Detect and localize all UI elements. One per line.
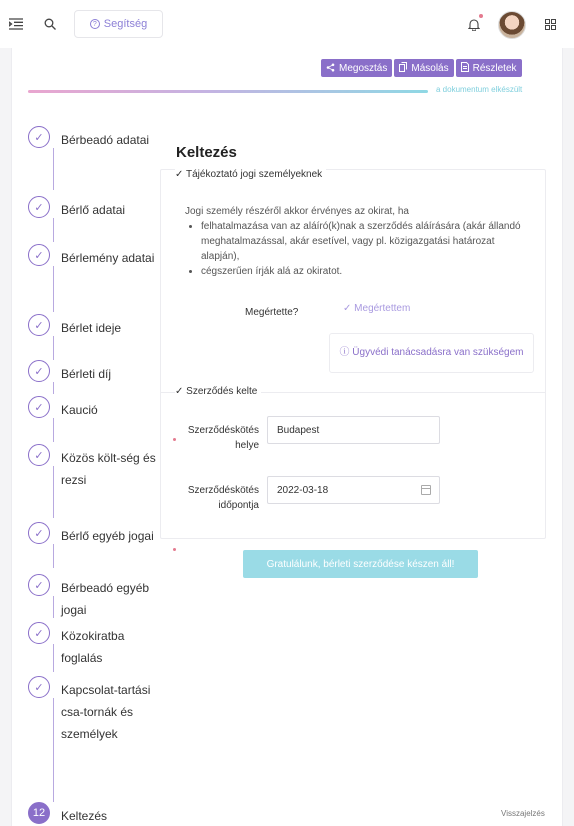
check-icon: ✓ [28,244,50,266]
check-icon: ✓ [175,169,186,180]
step-connector [53,382,54,394]
form-panel [160,169,546,539]
feedback-link[interactable]: Visszajelzés [501,809,545,818]
check-icon: ✓ [175,386,187,397]
main-card [11,48,563,826]
step-number: 12 [28,802,50,824]
details-button[interactable] [456,59,522,77]
top-bar [0,0,574,48]
step-connector [53,266,54,312]
step-connector [53,418,54,442]
copy-button[interactable] [394,59,453,77]
step-connector [53,644,54,672]
check-icon: ✓ [343,303,355,314]
check-icon: ✓ [28,126,50,148]
step-label: Bérlő egyéb jogai [61,529,154,543]
check-icon: ✓ [28,622,50,644]
page-title: Keltezés [176,144,237,161]
check-icon: ✓ [28,574,50,596]
step-label: Kapcsolat-tartási csa-tornák és személyek [61,683,151,741]
step-connector [53,336,54,360]
lawyer-advice-button[interactable]: ⓘ Ügyvédi tanácsadásra van szükségem [329,333,534,373]
details-label: Részletek [472,62,517,74]
step-connector [53,596,54,618]
step-label: Keltezés [61,809,108,823]
step-connector [53,148,54,190]
bell-icon[interactable] [464,14,484,34]
calendar-icon[interactable] [421,485,431,495]
grid-icon[interactable] [540,14,560,34]
help-icon: ? [90,19,100,29]
step-label: Bérlet ideje [61,321,122,335]
step-label: Bérlemény adatai [61,251,155,265]
help-icon: ⓘ [339,347,353,358]
place-input[interactable]: Budapest [267,416,440,444]
step-connector [53,544,54,568]
submit-button[interactable]: Gratulálunk, bérleti szerződése készen áll! [243,550,478,578]
steps-sidebar [26,126,156,823]
info-bullet: • cégszerűen írják alá az okiratot. [201,264,535,279]
step-connector [53,698,54,802]
step-label: Kaució [61,403,98,417]
document-icon [461,62,469,74]
step-label: Bérbeadó egyéb jogai [61,581,150,617]
date-value: 2022-03-18 [277,484,329,496]
step-label: Bérleti díj [61,367,112,381]
menu-indent-icon[interactable] [6,14,26,34]
progress-label: a dokumentum elkészült [436,85,523,94]
avatar[interactable] [498,11,526,39]
share-icon [326,63,335,74]
help-label: Segítség [103,18,148,30]
step-connector [53,218,54,242]
progress-bar [28,90,428,93]
step-label: Közokiratba foglalás [61,629,125,665]
notification-dot [479,14,483,18]
step-label: Bérlő adatai [61,203,126,217]
date-input[interactable] [267,476,440,504]
info-text [185,204,535,279]
copy-label: Másolás [411,62,449,74]
step-label: Bérbeadó adatai [61,133,150,147]
info-list [201,219,535,279]
check-icon: ✓ [28,396,50,418]
understood-question: Megértette? [245,307,299,318]
document-toolbar [321,59,522,77]
info-intro: Jogi személy részéről akkor érvényes az okirat, ha [185,206,409,217]
check-icon: ✓ [28,360,50,382]
place-label: Szerződéskötés helye [187,425,259,451]
search-icon[interactable] [40,14,60,34]
check-icon: ✓ [28,196,50,218]
step-connector [53,466,54,518]
date-section-heading: ✓ Szerződés kelte [175,386,261,397]
required-indicator [173,438,176,441]
check-icon: ✓ [28,676,50,698]
date-label: Szerződéskötés időpontja [187,485,259,511]
check-icon: ✓ [28,522,50,544]
check-icon: ✓ [28,314,50,336]
understood-button[interactable]: ✓ Megértettem [343,303,411,314]
copy-icon [399,62,407,74]
share-button[interactable] [321,59,392,77]
info-section-heading: ✓ Tájékoztató jogi személyeknek [175,169,326,180]
help-button[interactable] [74,10,163,38]
info-bullet: • felhatalmazása van az aláíró(k)nak a szerződés aláírására (akár állandó meghatalmazással, akár esetível, vagy pl. közigazgatási határozat alapján), [201,219,535,264]
check-icon: ✓ [28,444,50,466]
share-label: Megosztás [339,62,388,74]
required-indicator [173,548,176,551]
step-label: Közös költ-ség és rezsi [61,451,156,487]
